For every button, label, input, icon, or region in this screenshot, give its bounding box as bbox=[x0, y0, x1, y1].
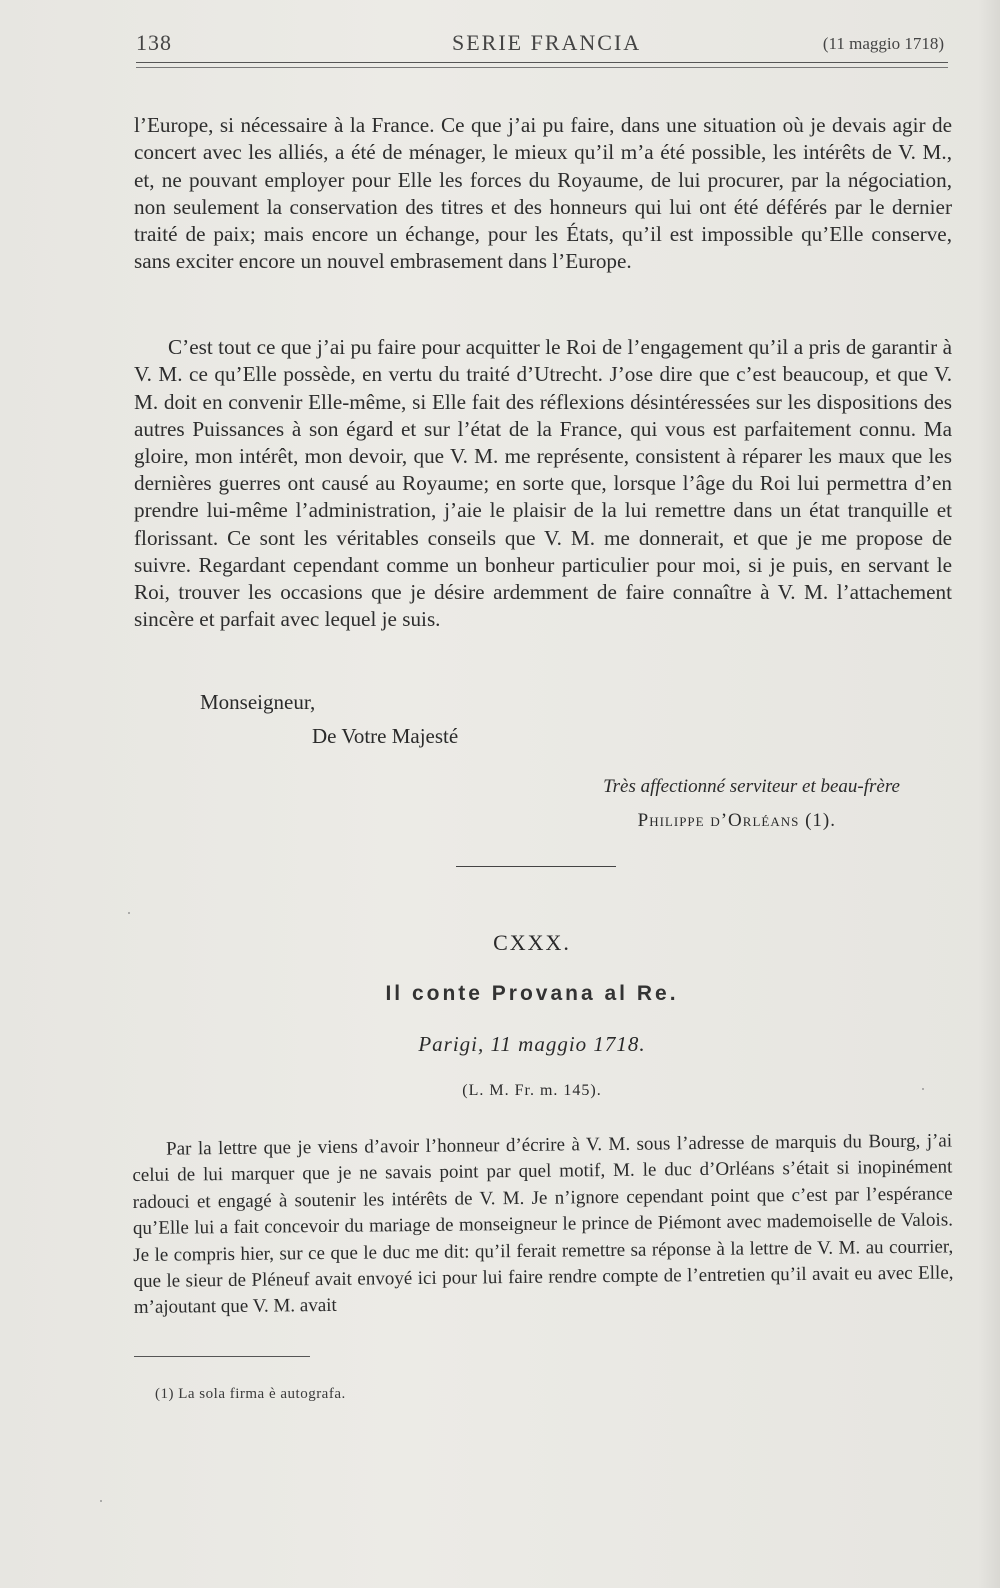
document-paragraph: Par la lettre que je viens d’avoir l’honneur d’écrire à V. M. sous l’adresse de marquis du Bourg, j’ai celui de lui marquer que je ne savais point par quel motif, M. le duc d’Orléans s’était si inopinément radouci et engagé à soutenir les intérêts de V. M. Je n’ignore cependant point que c’est par l’espérance qu’Elle lui a fait concevoir du mariage de monseigneur le prince de Piémont avec mademoiselle de Valois. Je le compris hier, sur ce que le duc me dit: qu’il ferait remettre sa réponse à la lettre de V. M. au courrier, que le sieur de Pléneuf avait envoyé ici pour lui faire rendre compte de l’entretien qu’il avait eu avec Elle, m’ajoutant que V. M. avait bbox=[132, 1130, 954, 1319]
section-separator bbox=[456, 866, 616, 867]
paper-speck bbox=[922, 1088, 924, 1090]
paper-speck bbox=[100, 1500, 102, 1502]
footnote-rule bbox=[134, 1356, 310, 1357]
header-rule-secondary bbox=[136, 67, 948, 68]
header-rule bbox=[136, 62, 948, 63]
signature-name: Philippe d’Orléans (1). bbox=[637, 810, 836, 831]
page-number: 138 bbox=[136, 30, 172, 55]
footnote: (1) La sola firma è autografa. bbox=[155, 1386, 346, 1402]
series-title: SERIE FRANCIA bbox=[452, 30, 642, 55]
running-header bbox=[136, 24, 952, 60]
closing-formula: De Votre Majesté bbox=[312, 724, 459, 748]
salutation: Monseigneur, bbox=[200, 690, 316, 714]
paper-speck bbox=[128, 912, 130, 914]
document-number: CXXX. bbox=[493, 930, 571, 955]
letter-paragraph-1: l’Europe, si nécessaire à la France. Ce que j’ai pu faire, dans une situation où je devais agir de concert avec les alliés, a été de ménager, le mieux qu’il m’a été possible, les intérêts de V. M., et, ne pouvant employer pour Elle les forces du Royaume, de lui procurer, par la négociation, non seulement la conservation des titres et des honneurs qui lui ont été déférés par le dernier traité de paix; mais encore un échange, pour les États, qu’il est impossible qu’Elle conserve, sans exciter encore un nouvel embrasement dans l’Europe. bbox=[134, 113, 952, 274]
document-place-date: Parigi, 11 maggio 1718. bbox=[418, 1032, 646, 1056]
signature-title: Très affectionné serviteur et beau-frère bbox=[603, 776, 900, 797]
document-title: Il conte Provana al Re. bbox=[385, 982, 679, 1005]
letter-paragraph-2: C’est tout ce que j’ai pu faire pour acquitter le Roi de l’engagement qu’il a pris de garantir à V. M. ce qu’Elle possède, en vertu du traité d’Utrecht. J’ose dire que c’est beaucoup, et que V. M. doit en convenir Elle-même, si Elle fait des réflexions désintéressées sur les dispositions des autres Puissances à son égard et sur l’état de la France, qui vous est parfaitement connu. Ma gloire, mon intérêt, mon devoir, que V. M. me représente, consistent à réparer les maux que les dernières guerres ont causé au Royaume; en sorte que, lorsque l’âge du Roi lui permettra d’en prendre lui-même l’administration, j’aie le plaisir de la lui remettre dans un état tranquille et florissant. Ce sont les véritables conseils que V. M. me donnerait, et que je me propose de suivre. Regardant cependant comme un bonheur particulier pour moi, si je puis, en servant le Roi, trouver les occasions que je désire ardemment de faire connaître à V. M. l’attachement sincère et parfait avec lequel je suis. bbox=[134, 335, 952, 632]
page-edge-shadow bbox=[978, 0, 1000, 1588]
document-source: (L. M. Fr. m. 145). bbox=[462, 1082, 602, 1099]
header-date: (11 maggio 1718) bbox=[822, 34, 944, 53]
